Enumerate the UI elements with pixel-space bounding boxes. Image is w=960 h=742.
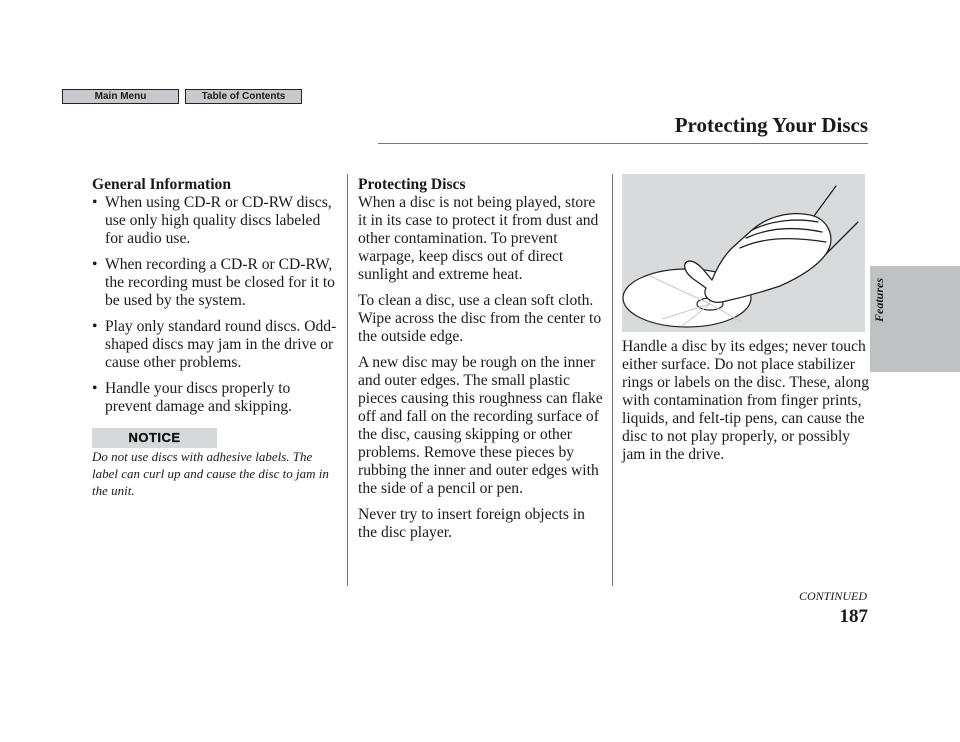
column-divider-2 (612, 174, 613, 586)
notice-text: Do not use discs with adhesive labels. The label can curl up and cause the disc to jam in the unit. (92, 449, 329, 498)
protecting-discs-heading: Protecting Discs (358, 176, 466, 193)
list-item: • When using CD-R or CD-RW discs, use only high quality discs labeled for audio use. (92, 194, 337, 248)
disc-handling-illustration (622, 174, 865, 332)
paragraph: A new disc may be rough on the inner and outer edges. The small plastic pieces causing this roughness can flake off and fall on the recording surface of the disc, causing skipping or other problems. Remove these pieces by rubbing the inner and outer edges with the side of a pencil or pen. (358, 354, 603, 497)
main-menu-button[interactable]: Main Menu (62, 89, 179, 104)
disc-handling-caption: Handle a disc by its edges; never touch either surface. Do not place stabilizer rings or labels on the disc. These, along with contamination from finger prints, liquids, and felt-tip pens, can cause the disc to not play properly, or possibly jam in the drive. (622, 338, 869, 463)
disc-handling-column (622, 338, 870, 472)
column-divider-1 (347, 174, 348, 586)
paragraph: To clean a disc, use a clean soft cloth. Wipe across the disc from the center to the outside edge. (358, 292, 602, 345)
general-information-list (92, 194, 337, 416)
paragraph: When a disc is not being played, store it in its case to protect it from dust and other contamination. To prevent warpage, keep discs out of direct sunlight and extreme heat. (358, 194, 599, 283)
list-item: • Play only standard round discs. Odd-shaped discs may jam in the drive or cause other problems. (92, 318, 337, 372)
page-title: Protecting Your Discs (674, 113, 868, 137)
paragraph: Never try to insert foreign objects in the disc player. (358, 506, 585, 541)
list-item: • When recording a CD-R or CD-RW, the recording must be closed for it to be used by the system. (92, 256, 337, 310)
notice-label: NOTICE (128, 430, 181, 445)
continued-label: CONTINUED (798, 589, 867, 603)
protecting-discs-column (358, 176, 606, 550)
list-item: • Handle your discs properly to prevent damage and skipping. (92, 380, 337, 416)
general-information-column (92, 176, 337, 507)
general-information-heading: General Information (92, 176, 232, 193)
title-divider (378, 143, 868, 144)
hand-holding-disc-icon (622, 174, 865, 332)
notice-badge (92, 428, 217, 448)
section-tab-label: Features (872, 277, 886, 322)
table-of-contents-button[interactable]: Table of Contents (185, 89, 302, 104)
page-number: 187 (839, 606, 868, 627)
